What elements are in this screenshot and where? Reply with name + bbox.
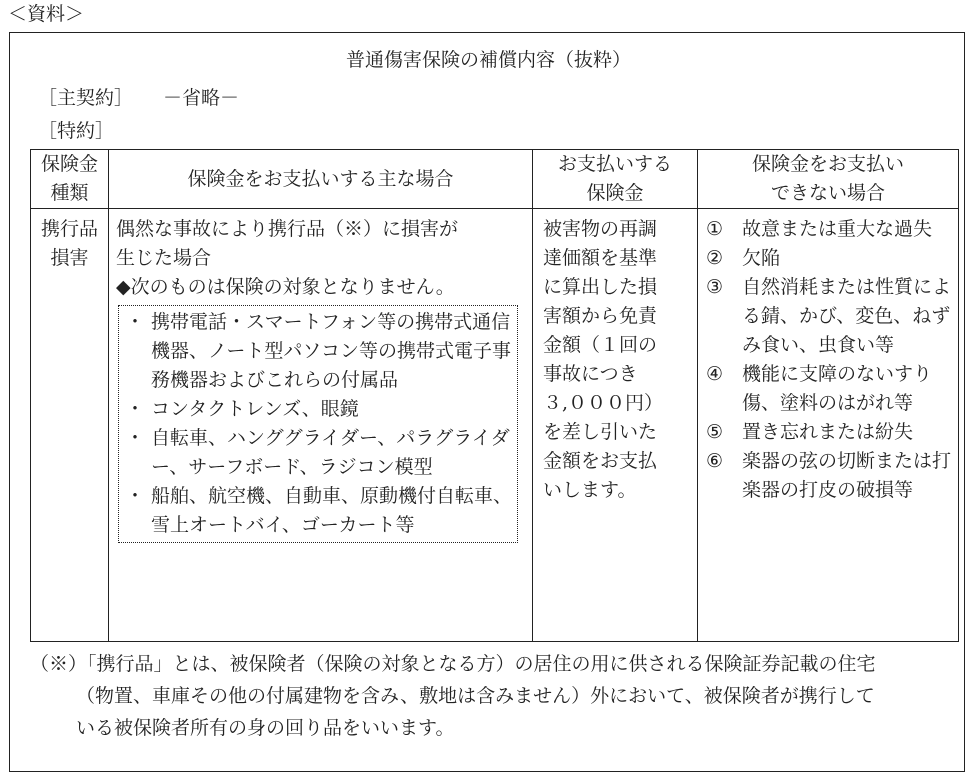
list-item: ① 故意または重大な過失 [706, 218, 933, 240]
list-item: ④ 機能に支障のないすり傷、塗料のはがれ等 [706, 363, 933, 414]
header-kind: 保険金 種類 [31, 150, 109, 209]
document-label: ＜資料＞ [8, 3, 85, 25]
cell-conditions: 偶然な事故により携行品（※）に損害が 生じた場合 ◆次のものは保険の対象となりません。 ・ 携帯電話・スマートフォン等の携帯式通信機器、ノート型パソコン等の携帯式電子事務機器およびこれらの付属品 ・ コンタクトレンズ、眼鏡 ・ 自転車、ハンググライダー、パラグライダー、サーフボード、ラジコン模型 ・ 船舶、航空機、自動車、原動機付自転車、雪上オートバイ、ゴーカート等 [109, 209, 533, 642]
list-item: ③ 自然消耗または性質による錆、かび、変色、ねずみ食い、虫食い等 [706, 276, 952, 356]
page-title: 普通傷害保険の補償内容（抜粋） [345, 49, 631, 71]
coverage-table [30, 149, 959, 642]
list-item: ・ 携帯電話・スマートフォン等の携帯式通信機器、ノート型パソコン等の携帯式電子事務機器およびこれらの付属品 [125, 311, 512, 391]
cell-payment: 被害物の再調 達価額を基準 に算出した損 害額から免責 金額（１回の 事故につき ３,０００円） を差し引いた 金額をお支払 いします。 [533, 209, 698, 642]
table-header-row [31, 150, 959, 209]
list-item: ・ 自転車、ハンググライダー、パラグライダー、サーフボード、ラジコン模型 [125, 427, 510, 478]
list-item: ② 欠陥 [706, 247, 781, 269]
header-exclusions: 保険金をお支払い できない場合 [698, 150, 959, 209]
header-conditions: 保険金をお支払いする主な場合 [109, 150, 533, 209]
footnote: （※）「携行品」とは、被保険者（保険の対象となる方）の居住の用に供される保険証券記載の住宅 （物置、車庫その他の付属建物を含み、敷地は含みません）外において、被保険者が携行して いる被保険者所有の身の回り品をいいます。 [30, 653, 876, 739]
cell-kind: 携行品 損害 [31, 209, 109, 642]
excluded-items-box [118, 305, 518, 543]
main-contract-label: ［主契約］ [38, 87, 134, 109]
main-contract-value: －省略－ [163, 87, 240, 109]
header-payment: お支払いする 保険金 [533, 150, 698, 209]
cell-exclusions [698, 209, 959, 642]
list-item: ・ コンタクトレンズ、眼鏡 [125, 398, 359, 420]
special-contract-label: ［特約］ [38, 120, 115, 142]
table-row [31, 209, 959, 642]
list-item: ⑥ 楽器の弦の切断または打楽器の打皮の破損等 [706, 450, 952, 501]
list-item: ・ 船舶、航空機、自動車、原動機付自転車、雪上オートバイ、ゴーカート等 [125, 485, 513, 536]
list-item: ⑤ 置き忘れまたは紛失 [706, 421, 914, 443]
main-contract-row [38, 84, 239, 112]
